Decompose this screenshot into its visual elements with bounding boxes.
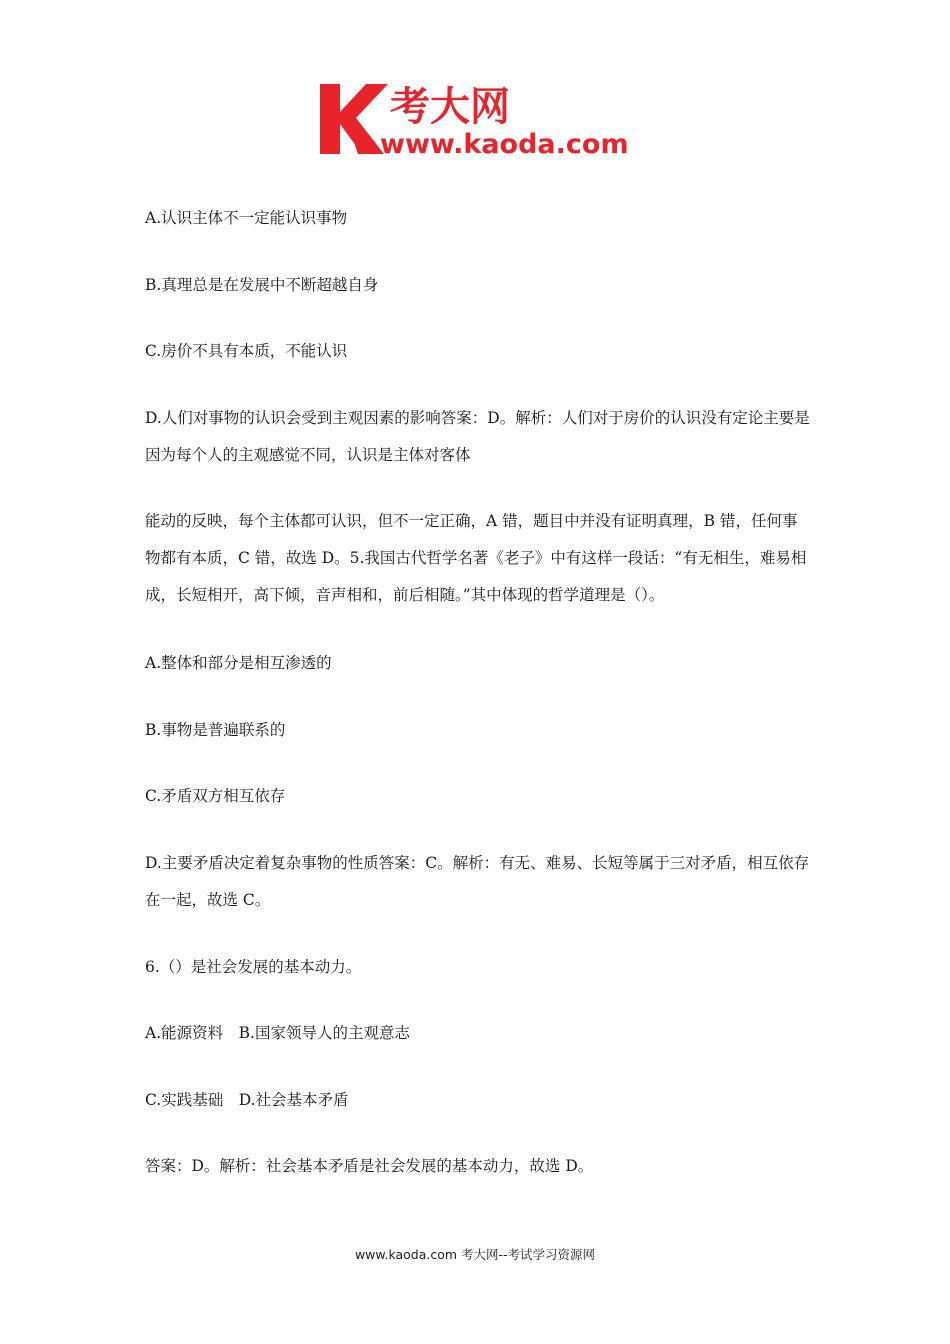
option-c-5: C.矛盾双方相互依存 (145, 787, 286, 805)
option-d-answer-1: D.人们对事物的认识会受到主观因素的影响答案：D。解析：人们对于房价的认识没有定论主要是因为每个人的主观感觉不同，认识是主体对客体 (145, 409, 810, 464)
options-ab-6: A.能源资料 B.国家领导人的主观意志 (145, 1024, 410, 1042)
kaoda-logo (318, 78, 648, 160)
kaoda-logo-graphic (318, 78, 648, 160)
option-d-answer-5: D.主要矛盾决定着复杂事物的性质答案：C。解析：有无、难易、长短等属于三对矛盾，相互依存在一起，故选 C。 (145, 854, 810, 909)
page-footer: www.kaoda.com 考大网--考试学习资源网 (354, 1247, 596, 1262)
option-a-1: A.认识主体不一定能认识事物 (145, 209, 348, 227)
option-b-5: B.事物是普遍联系的 (145, 721, 286, 739)
analysis-and-question-5: 能动的反映，每个主体都可认识，但不一定正确，A 错，题目中并没有证明真理，B 错，任何事物都有本质，C 错，故选 D。5.我国古代哲学名著《老子》中有这样一段话：“有无相生，难易相成，长短相开，高下倾，音声相和，前后相随。”其中体现的哲学道理是（）。 (145, 512, 807, 604)
options-cd-6: C.实践基础 D.社会基本矛盾 (145, 1091, 349, 1109)
option-c-1: C.房价不具有本质，不能认识 (145, 342, 348, 360)
option-a-5: A.整体和部分是相互渗透的 (145, 654, 332, 672)
logo-brand-cn: 考大网 (390, 84, 510, 130)
logo-brand-url: www.kaoda.com (380, 129, 629, 160)
option-b-1: B.真理总是在发展中不断超越自身 (145, 276, 379, 294)
question-6: 6.（）是社会发展的基本动力。 (145, 958, 362, 976)
answer-6: 答案：D。解析：社会基本矛盾是社会发展的基本动力，故选 D。 (145, 1157, 594, 1175)
